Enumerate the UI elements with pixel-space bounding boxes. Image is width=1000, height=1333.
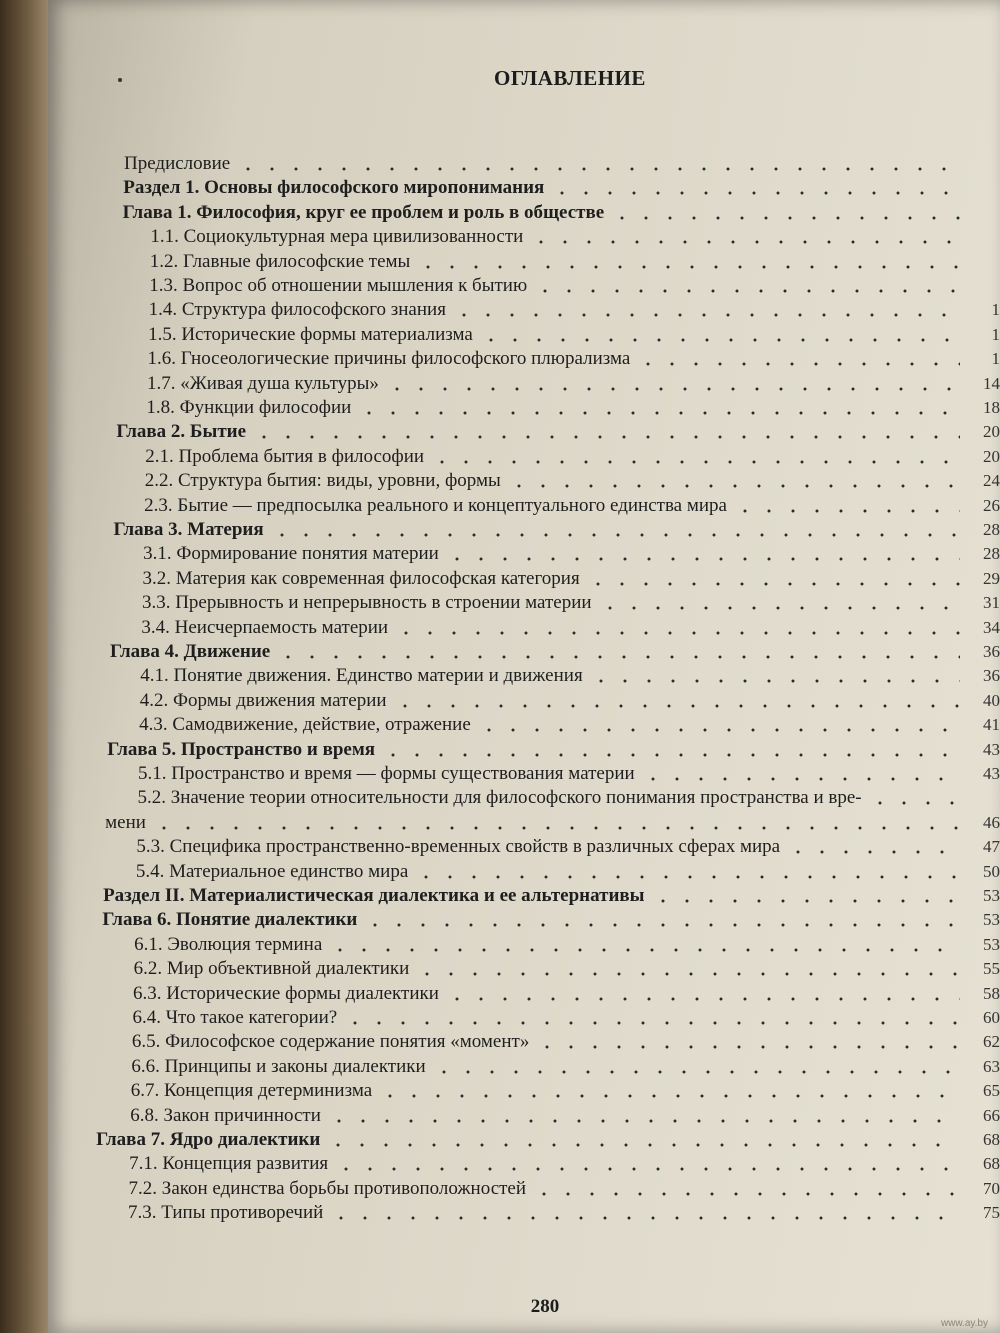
toc-entry [0,418,1000,443]
dot-leader [270,517,960,539]
toc-entry-label: Раздел 1. Основы философского миропонимания [123,177,545,199]
toc-entry [0,955,1000,980]
toc-entry-label: 6.7. Концепция детерминизма [130,1080,373,1102]
toc-entry-label: 6.2. Мир объективной диалектики [133,958,410,980]
toc-entry-page: 20 [983,422,1000,442]
toc-entry-page: 62 [983,1032,1000,1052]
toc-entry-label: 6.8. Закон причинности [130,1104,321,1126]
toc-entry-page: 60 [983,1008,1000,1027]
toc-entry [0,833,1000,858]
toc-entry-page: 24 [983,471,1000,491]
toc-entry-label: 6.5. Философское содержание понятия «момент» [131,1031,530,1053]
toc-entry-label: 5.1. Пространство и время — формы существования материи [138,763,635,784]
toc-entry-page: 68 [983,1154,1000,1174]
dot-leader [378,1078,960,1100]
dot-leader [445,981,960,1003]
toc-entry-page: 53 [983,934,1000,954]
toc-entry-label: 4.2. Формы движения материи [139,689,387,711]
toc-entry-label: 5.3. Специфика пространственно-временных свойств в различных сферах мира [136,836,781,858]
toc-entry-page: 28 [983,544,1000,564]
dot-leader [363,907,960,929]
dot-leader [598,590,960,612]
page-title: ОГЛАВЛЕНИЕ [494,66,646,90]
toc-entry-page: 70 [983,1178,1000,1198]
toc-entry [0,174,1000,199]
toc-entry-label: 5.4. Материальное единство мира [135,860,409,882]
toc-entry-page: 36 [983,666,1000,686]
toc-entry-label: 6.3. Исторические формы диалектики [133,982,439,1004]
toc-entry-page: 18 [983,398,1000,417]
dot-leader [329,1200,960,1222]
toc-entry [0,394,1000,419]
dot-leader [236,151,960,173]
dot-leader [507,468,960,490]
toc-entry [0,784,1000,809]
toc-entry [0,565,1000,590]
dot-leader [252,419,960,441]
toc-entry [0,199,1000,224]
toc-entry [0,687,1000,712]
toc-entry [0,638,1000,663]
dot-leader [733,493,960,515]
toc-entry-label: 3.1. Формирование понятия материи [143,543,439,565]
toc-entry-label: 1.5. Исторические формы материализма [148,323,473,345]
dot-leader [550,175,960,197]
toc-entry-label: 1.6. Гносеологические причины философского плюрализма [147,348,631,370]
toc-entry [0,858,1000,883]
dot-leader [452,297,960,319]
dot-leader [326,1127,960,1149]
watermark: www.ay.by [940,1318,988,1329]
toc-entry-label: мени [105,811,146,833]
toc-entry-page: 20 [983,446,1000,466]
toc-entry-label: Глава 3. Материя [113,519,264,540]
toc-entry [0,614,1000,639]
toc-entry-label: 3.2. Материя как современная философская категория [142,567,580,589]
toc-entry-page: 26 [983,495,1000,515]
toc-entry-page: 47 [983,837,1000,857]
toc-entry-label: 2.2. Структура бытия: виды, уровни, формы [144,470,501,492]
toc-entry-label: 7.1. Концепция развития [129,1153,329,1175]
toc-entry [0,662,1000,687]
toc-entry-label: 1.8. Функции философии [146,397,352,418]
toc-entry-label: Глава 6. Понятие диалектики [102,909,358,931]
toc-entry-page: 40 [983,690,1000,710]
toc-entry [0,1028,1000,1053]
dot-leader [385,371,960,393]
toc-entry-page: 43 [983,739,1000,759]
toc-entry-page: 46 [983,812,1000,832]
toc-entry-label: 6.4. Что такое категории? [132,1007,338,1028]
dot-leader [430,444,960,466]
dot-leader [535,1029,960,1051]
toc-entry [0,1126,1000,1151]
toc-entry-label: 2.3. Бытие — предпосылка реального и концептуального единства мира [144,494,727,516]
dot-leader [415,956,960,978]
dot-leader [416,249,960,271]
dot-leader [334,1151,960,1173]
dot-leader [786,834,960,856]
toc-entry-label: 2.1. Проблема бытия в философии [145,445,425,467]
toc-entry [0,223,1000,248]
toc-entry-page: 66 [983,1105,1000,1125]
toc-entry-label: Раздел II. Материалистическая диалектика и ее альтернативы [103,885,645,906]
toc-entry-label: Глава 1. Философия, круг ее проблем и роль в обществе [122,201,605,223]
toc-entry [0,1175,1000,1200]
toc-entry-label: Глава 4. Движение [110,641,271,662]
toc-entry-page: 28 [983,520,1000,539]
dot-leader [414,859,960,881]
toc-entry-page: 31 [983,593,1000,613]
dot-leader [432,1054,960,1076]
toc-entry-page: 68 [983,1130,1000,1149]
dot-leader [393,688,960,710]
toc-entry-page: 53 [983,886,1000,905]
dot-leader [641,761,960,783]
dot-leader [589,663,960,685]
toc-entry-page: 55 [983,959,1000,979]
toc-entry-page: 58 [983,983,1000,1003]
toc-entry-page: 1 [991,349,1000,369]
toc-entry [0,321,1000,346]
toc-entry-label: 3.3. Прерывность и непрерывность в строении материи [141,592,592,614]
toc-entry-page: 75 [983,1203,1000,1223]
dot-leader [381,737,960,759]
toc-entry-label: 6.6. Принципы и законы диалектики [131,1055,426,1077]
toc-entry-page: 65 [983,1081,1000,1101]
toc-entry [0,931,1000,956]
dot-leader [152,810,960,832]
dot-leader [610,200,960,222]
dot-leader [529,224,960,246]
toc-entry [0,272,1000,297]
toc-entry-page: 50 [983,861,1000,881]
dot-leader [636,346,960,368]
toc-entry-label: 7.2. Закон единства борьбы противоположностей [128,1177,527,1199]
dot-leader [533,273,960,295]
table-of-contents [0,150,1000,1270]
toc-entry [0,516,1000,541]
toc-entry [0,248,1000,273]
toc-entry [0,370,1000,395]
toc-entry [0,1077,1000,1102]
toc-entry [0,1004,1000,1029]
toc-entry-label: Предисловие [124,153,231,174]
dot-leader [868,785,960,807]
toc-entry [0,760,1000,785]
toc-entry-page: 29 [983,568,1000,588]
dot-leader [276,639,960,661]
toc-entry-page: 1 [991,324,1000,344]
toc-entry-page: 36 [983,642,1000,661]
dot-leader [651,883,961,905]
toc-entry-page: 53 [983,910,1000,930]
toc-entry [0,492,1000,517]
toc-entry [0,467,1000,492]
toc-entry [0,882,1000,907]
toc-entry-page: 63 [983,1056,1000,1076]
toc-entry-label: 4.1. Понятие движения. Единство материи и движения [140,665,583,687]
toc-entry [0,296,1000,321]
toc-entry-label: 1.3. Вопрос об отношении мышления к бытию [149,275,528,296]
toc-entry [0,1102,1000,1127]
toc-entry-label: 1.7. «Живая душа культуры» [146,372,379,394]
toc-entry-label: Глава 2. Бытие [116,421,247,443]
toc-entry-label: 4.3. Самодвижение, действие, отражение [139,714,471,736]
toc-entry-label: 1.2. Главные философские темы [149,250,411,272]
dot-leader [343,1005,960,1027]
toc-entry-label: 1.1. Социокультурная мера цивилизованности [150,226,524,248]
dot-leader [532,1176,960,1198]
toc-entry-label: 5.2. Значение теории относительности для философского понимания пространства и вре- [137,787,862,809]
toc-entry-label: 3.4. Неисчерпаемость материи [141,616,389,638]
toc-entry-label: Глава 7. Ядро диалектики [96,1129,321,1150]
dot-leader [479,322,960,344]
toc-entry [0,809,1000,834]
toc-entry-page: 41 [983,715,1000,735]
toc-entry-label: 6.1. Эволюция термина [134,933,323,955]
dot-leader [586,566,960,588]
toc-entry [0,1053,1000,1078]
toc-entry [0,150,1000,175]
toc-entry-page: 43 [983,764,1000,783]
toc-entry [0,711,1000,736]
toc-entry [0,443,1000,468]
toc-entry-label: 1.4. Структура философского знания [148,299,446,321]
dot-leader [477,712,960,734]
toc-entry-page: 34 [983,617,1000,637]
toc-entry [0,736,1000,761]
dot-leader [357,395,960,417]
dot-leader [328,932,960,954]
toc-entry-label: Глава 5. Пространство и время [107,738,376,760]
toc-entry [0,980,1000,1005]
toc-entry [0,1199,1000,1224]
dot-leader [445,541,960,563]
toc-entry-label: 7.3. Типы противоречий [128,1202,324,1224]
toc-entry [0,540,1000,565]
toc-entry-page: 14 [983,373,1000,393]
page-number: 280 [530,1296,560,1317]
toc-entry [0,1150,1000,1175]
dot-leader [327,1103,960,1125]
toc-entry [0,589,1000,614]
toc-entry [0,345,1000,370]
toc-entry [0,906,1000,931]
dot-leader [394,615,960,637]
toc-entry-page: 1 [991,300,1000,320]
